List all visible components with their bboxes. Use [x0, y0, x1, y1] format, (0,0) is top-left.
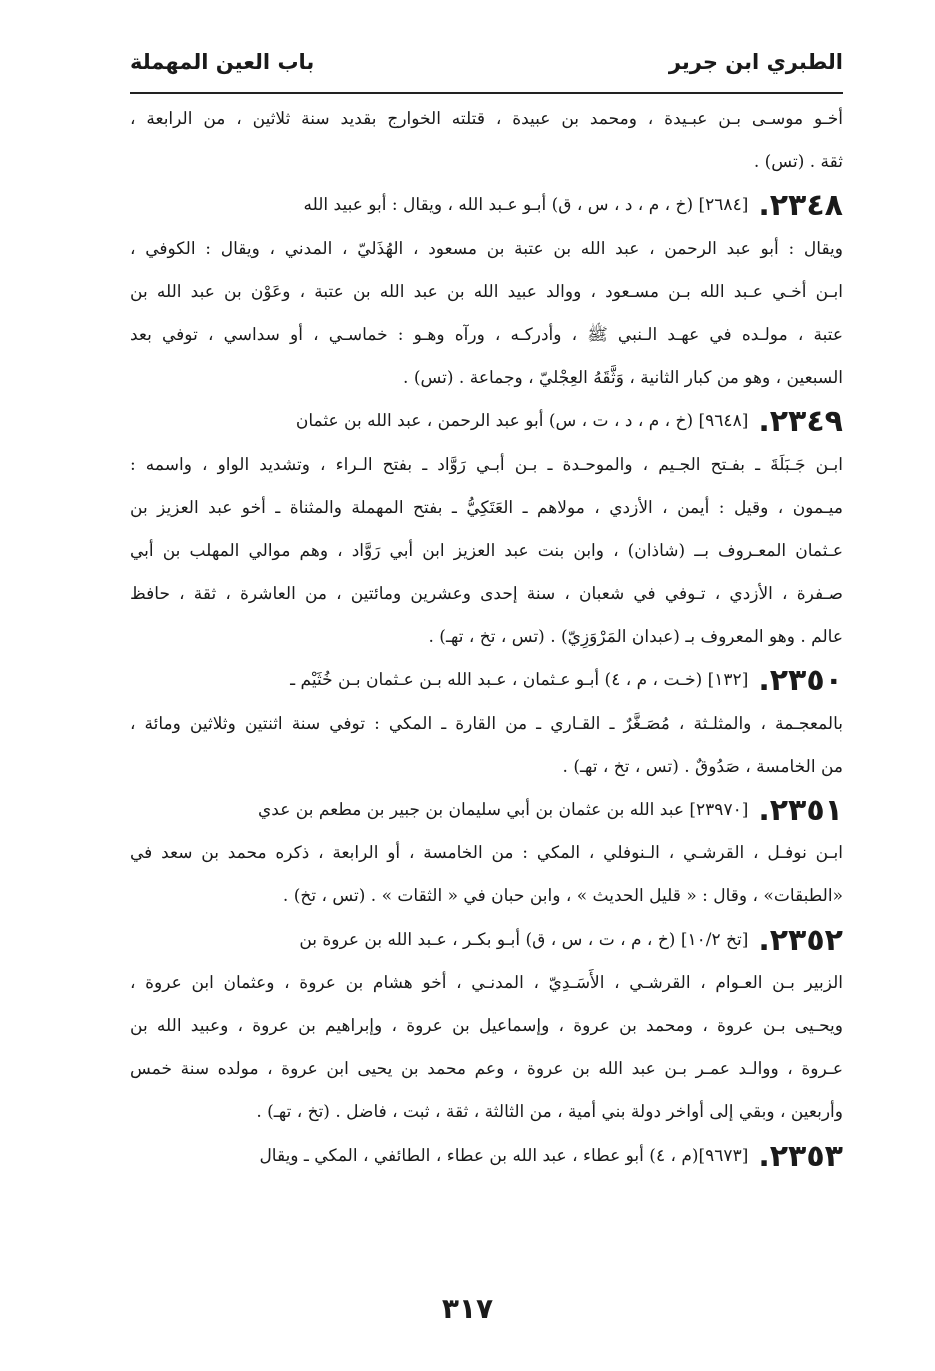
text-line: ابـن جَـبَلَةَ ـ بفـتح الجـيم ، والموحـدة ـ بـن أبـي رَوَّاد ـ بفتح الـراء ، وتشديد الواو ، واسمه :	[130, 454, 843, 475]
text-line: «الطبقات» ، وقال : « قليل الحديث » ، وابن حبان في « الثقات » . (تس ، تخ) .	[282, 886, 843, 907]
header-rule	[130, 92, 843, 94]
entry-text: [٩٦٧٣](م ، ٤) أبو عطاء ، عبد الله بن عطاء ، الطائفي ، المكي ـ ويقال	[259, 1145, 749, 1166]
entry-text: [تخ ١٠/٢] (خ ، م ، ت ، س ، ق) أبـو بكـر ، عـبد الله بن عروة بن	[299, 929, 749, 950]
entry-2353-head	[130, 1135, 843, 1178]
text-line: من الخامسة ، صَدُوقٌ . (تس ، تخ ، تهـ) .	[562, 756, 843, 777]
text-line: ابـن أخـي عـبد الله بـن مسـعود ، ووالد عبيد الله بن عبد الله بن عتبة ، وعَوْن بن عبد الله بن	[130, 281, 843, 302]
entry-2350-head	[130, 659, 843, 702]
header-chapter-title: باب العين المهملة	[130, 50, 315, 74]
running-header	[130, 38, 843, 86]
entry-text: [٢٦٨٤] (خ ، م ، د ، س ، ق) أبـو عـبد الله ، ويقال : أبو عبيد الله	[303, 195, 749, 216]
text-line: عتبة ، مولـده في عهـد الـنبي ﷺ ، وأدركـه ، ورآه وهـو : خماسـي ، أو سداسي ، توفي بعد	[130, 324, 843, 345]
entry-text: [١٣٢] (خـت ، م ، ٤) أبـو عـثمان ، عـبد الله بـن عـثمان بـن خُثَيْم ـ	[290, 670, 749, 691]
text-line: ميـمون ، وقيل : أيمن ، الأزدي ، مولاهم ـ العَتَكِيُّ ـ بفتح المهملة والمثناة ـ أخو عبد العزيز بن	[130, 497, 843, 518]
entry-number: ٢٣٥١.	[758, 793, 843, 828]
entry-2352-head	[130, 919, 843, 962]
text-line: ابـن نوفـل ، القرشـي ، الـنوفلي ، المكي : من الخامسة ، أو الرابعة ، ذكره محمد بن سعد في	[130, 843, 843, 864]
text-line: عـروة ، ووالـد عمـر بـن عبد الله بن عروة ، وعم محمد بن يحيى ابن عروة ، مولده سنة خمس	[130, 1059, 843, 1080]
text-line: ويقال : أبو عبد الرحمن ، عبد الله بن عتبة بن مسعود ، الهُذَليّ ، المدني ، ويقال : الكوفي ،	[130, 238, 843, 259]
entry-number: ٢٣٥٠.	[758, 663, 843, 699]
entry-2349-head	[130, 400, 843, 443]
entry-number: ٢٣٥٢.	[758, 922, 843, 958]
text-line: عالم . وهو المعروف بـ (عبدان المَرْوَزِيّ) . (تس ، تخ ، تهـ) .	[428, 627, 843, 648]
entry-number: ٢٣٤٨.	[758, 188, 843, 224]
entry-text: [٢٣٩٧٠] عبد الله بن عثمان بن أبي سليمان بن جبير بن مطعم بن عدي	[257, 800, 749, 820]
entry-text: [٩٦٤٨] (خ ، م ، د ، ت ، س) أبو عبد الرحمن ، عبد الله بن عثمان	[295, 411, 749, 432]
text-line: ثقة . (تس) .	[753, 152, 843, 173]
page-body	[130, 98, 843, 1178]
entry-number: ٢٣٥٣.	[758, 1138, 843, 1174]
text-line: بالمعجـمة ، والمثلـثة ، مُصَـغَّرٌ ـ القـاري ـ من القارة ـ المكي : توفي سنة اثنتين وثلاثين ومائة ،	[130, 713, 843, 734]
page-number: ٣١٧	[441, 1292, 494, 1325]
text-line: أخـو موسـى بـن عبـيدة ، ومحمد بن عبيدة ، قتلته الخوارج بقديد سنة ثلاثين ، من الرابعة ،	[130, 109, 843, 129]
entry-2348-head	[130, 184, 843, 227]
text-line: ويحـيى بـن عروة ، ومحمد بن عروة ، وإسماعيل بن عروة ، وإبراهيم بن عروة ، وعبيد الله بن	[130, 1015, 843, 1036]
text-line: السبعين ، وهو من كبار الثانية ، وَثَّقَهُ العِجْليّ ، وجماعة . (تس) .	[403, 368, 843, 389]
text-line: صـفرة ، الأزدي ، تـوفي في شعبان ، سنة إحدى وعشرين ومائتين ، من العاشرة ، ثقة ، حافظ	[130, 584, 843, 605]
text-line: عـثمان المعـروف بــ (شاذان) ، وابن بنت عبد العزيز ابن أبي رَوَّاد ، وهم موالي المهلب بن أبي	[130, 540, 843, 561]
entry-2351-head	[130, 789, 843, 832]
text-line: الزبير بـن العـوام ، القرشـي ، الأَسَـدِيّ ، المدنـي ، أخو هشام بن عروة ، وعثمان ابن عروة ،	[130, 972, 843, 993]
header-book-title: الطبري ابن جرير	[668, 50, 843, 74]
text-line: وأربعين ، وبقي إلى أواخر دولة بني أمية ، من الثالثة ، ثقة ، ثبت ، فاضل . (تخ ، تهـ) .	[256, 1102, 843, 1123]
entry-number: ٢٣٤٩.	[758, 404, 843, 440]
